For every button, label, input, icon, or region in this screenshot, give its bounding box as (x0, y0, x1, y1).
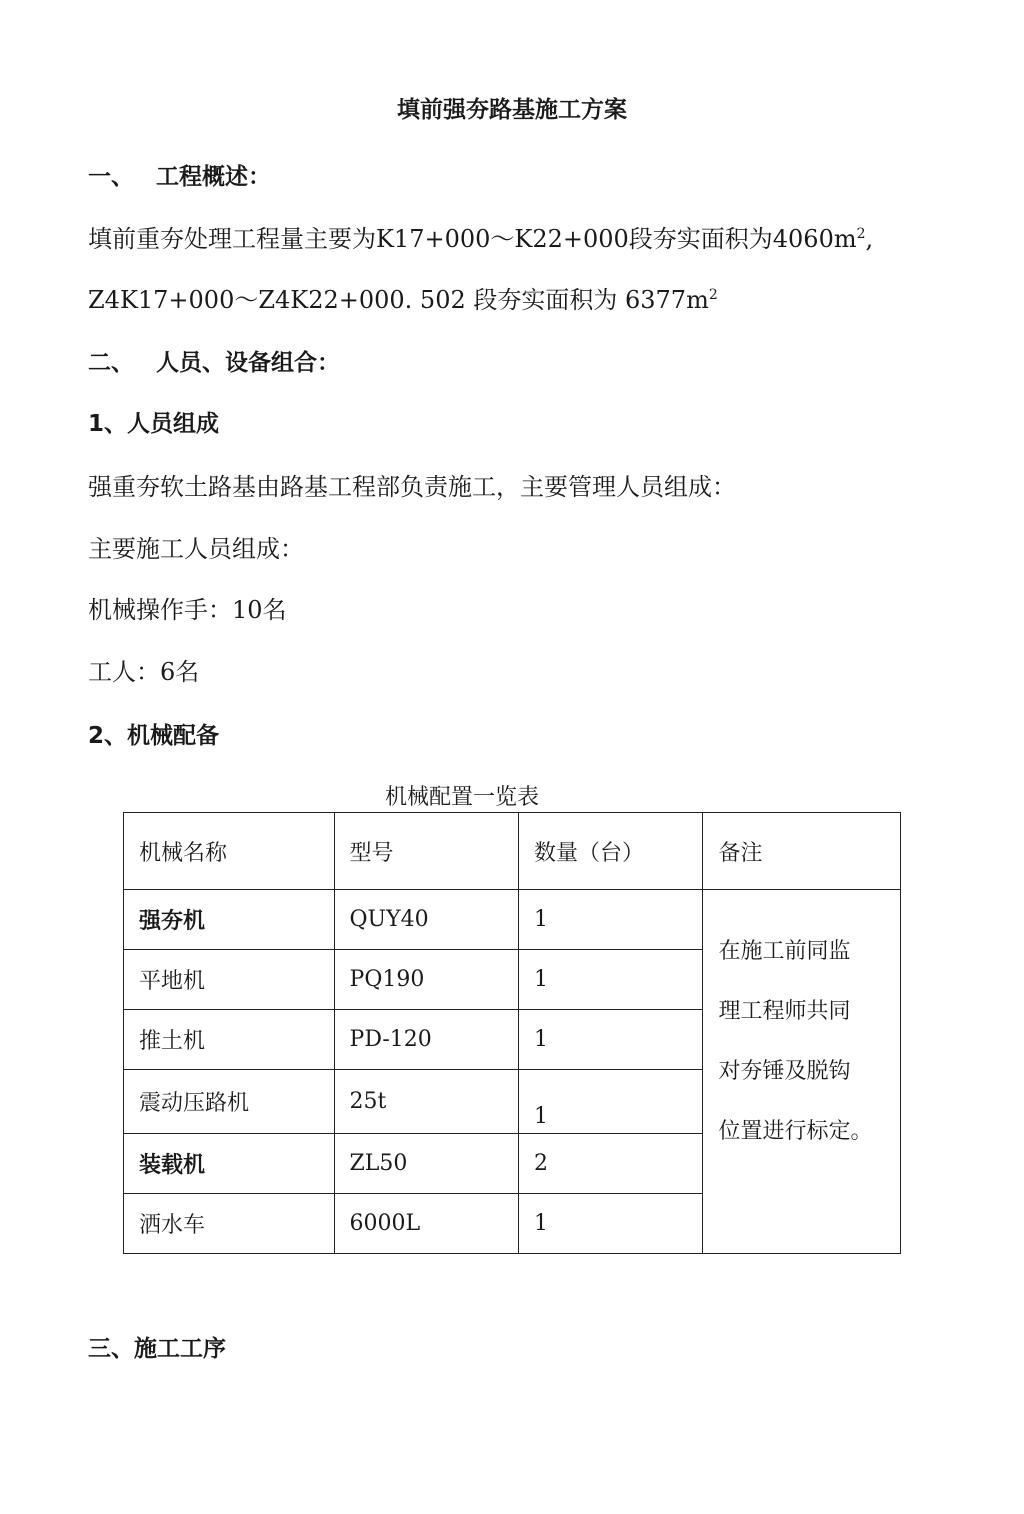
personnel-operators: 机械操作手：10名 (88, 596, 287, 624)
subsection-heading-machinery: 2、机械配备 (88, 723, 220, 749)
machine-quantity: 2 (518, 1134, 702, 1194)
remarks-line: 理工程师共同 (718, 998, 851, 1024)
remarks-line: 在施工前同监 (718, 938, 851, 964)
remarks-cell (703, 890, 901, 1254)
header-quantity: 数量（台） (518, 813, 702, 890)
machinery-table (123, 812, 901, 1254)
machine-model: PQ190 (334, 950, 518, 1010)
table-header-row (124, 813, 901, 890)
machine-quantity: 1 (518, 950, 702, 1010)
machine-quantity: 1 (518, 1010, 702, 1070)
machine-model: ZL50 (334, 1134, 518, 1194)
table-caption: 机械配置一览表 (384, 785, 539, 810)
machine-name: 推土机 (124, 1010, 335, 1070)
machine-model: 25t (334, 1070, 518, 1134)
page-title: 填前强夯路基施工方案 (397, 97, 627, 123)
section-number: 二、 (88, 350, 134, 376)
personnel-main: 主要施工人员组成： (88, 535, 304, 563)
machine-name: 平地机 (124, 950, 335, 1010)
machine-quantity: 1 (518, 1194, 702, 1254)
section-heading-personnel-equipment (88, 352, 340, 375)
section-heading-procedure: 三、施工工序 (88, 1336, 226, 1362)
section-title: 人员、设备组合： (156, 350, 340, 376)
remarks-line: 对夯锤及脱钩 (718, 1058, 851, 1084)
overview-text: 填前重夯处理工程量主要为K17+000～K22+000段夯实面积为4060m (88, 225, 857, 253)
machine-quantity: 1 (518, 890, 702, 950)
table-row (124, 890, 901, 950)
machine-model: 6000L (334, 1194, 518, 1254)
header-machine-name: 机械名称 (124, 813, 335, 890)
section-heading-overview (88, 166, 271, 189)
header-model: 型号 (334, 813, 518, 890)
personnel-workers: 工人：6名 (88, 658, 200, 686)
header-remarks: 备注 (703, 813, 901, 890)
overview-line-1 (88, 227, 873, 251)
machine-name: 洒水车 (124, 1194, 335, 1254)
machine-name: 强夯机 (124, 890, 335, 950)
machine-quantity: 1 (518, 1070, 702, 1134)
superscript: 2 (856, 226, 866, 242)
machine-model: QUY40 (334, 890, 518, 950)
machine-name: 震动压路机 (124, 1070, 335, 1134)
overview-text-tail: , (865, 225, 874, 253)
overview-text: Z4K17+000～Z4K22+000. 502 段夯实面积为 6377m (88, 286, 709, 314)
superscript: 2 (708, 287, 718, 303)
overview-line-2 (88, 288, 718, 312)
section-number: 一、 (88, 164, 134, 190)
machine-name: 装载机 (124, 1134, 335, 1194)
machine-model: PD-120 (334, 1010, 518, 1070)
remarks-line: 位置进行标定。 (718, 1118, 873, 1144)
section-title: 工程概述： (156, 164, 271, 190)
personnel-intro: 强重夯软土路基由路基工程部负责施工，主要管理人员组成： (88, 473, 736, 501)
subsection-heading-personnel: 1、人员组成 (88, 411, 220, 437)
